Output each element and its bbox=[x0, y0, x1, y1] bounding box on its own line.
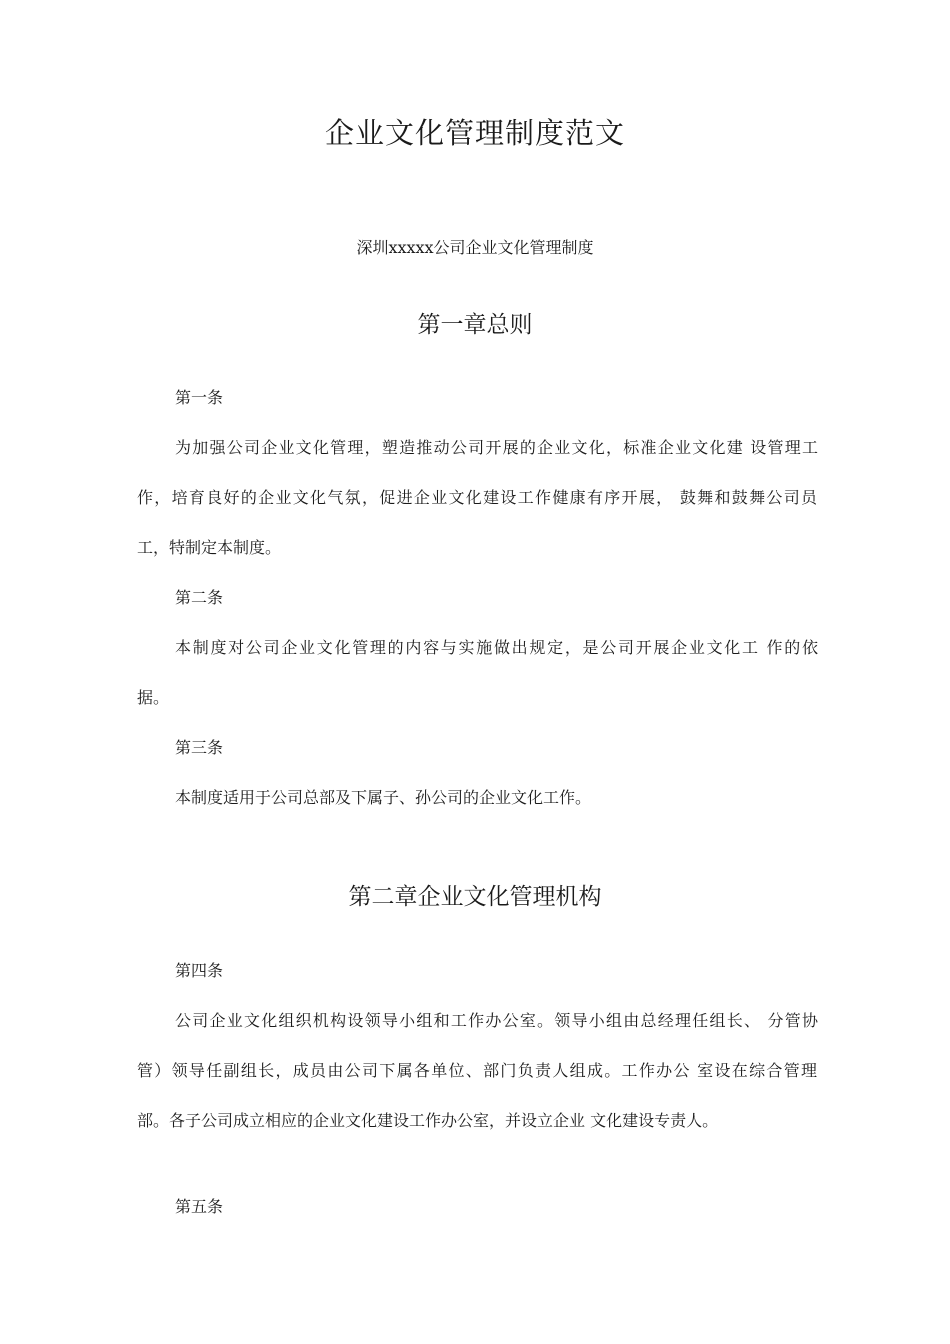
paragraph-line: 据。 bbox=[137, 688, 170, 707]
paragraph-line: 作，培育良好的企业文化气氛，促进企业文化建设工作健康有序开展， 鼓舞和鼓舞公司员 bbox=[137, 488, 817, 507]
document-title: 企业文化管理制度范文 bbox=[324, 116, 625, 150]
article-label: 第二条 bbox=[175, 588, 224, 607]
paragraph-line: 本制度适用于公司总部及下属子、孙公司的企业文化工作。 bbox=[175, 788, 592, 807]
document-subtitle: 深圳xxxxx公司企业文化管理制度 bbox=[356, 238, 594, 257]
chapter-heading: 第一章总则 bbox=[417, 312, 533, 338]
paragraph-line: 本制度对公司企业文化管理的内容与实施做出规定，是公司开展企业文化工 作的依 bbox=[175, 638, 818, 657]
paragraph-line: 工，特制定本制度。 bbox=[137, 538, 282, 557]
article-label: 第五条 bbox=[175, 1197, 224, 1216]
paragraph-line: 公司企业文化组织机构设领导小组和工作办公室。领导小组由总经理任组长、 分管协 bbox=[175, 1011, 818, 1030]
article-label: 第一条 bbox=[175, 388, 224, 407]
paragraph-line: 部。各子公司成立相应的企业文化建设工作办公室，并设立企业 文化建设专责人。 bbox=[137, 1111, 719, 1130]
article-label: 第三条 bbox=[175, 738, 224, 757]
article-label: 第四条 bbox=[175, 961, 224, 980]
chapter-heading: 第二章企业文化管理机构 bbox=[348, 884, 602, 910]
paragraph-line: 为加强公司企业文化管理，塑造推动公司开展的企业文化，标准企业文化建 设管理工 bbox=[175, 438, 818, 457]
paragraph-line: 管）领导任副组长，成员由公司下属各单位、部门负责人组成。工作办公 室设在综合管理 bbox=[137, 1061, 817, 1080]
